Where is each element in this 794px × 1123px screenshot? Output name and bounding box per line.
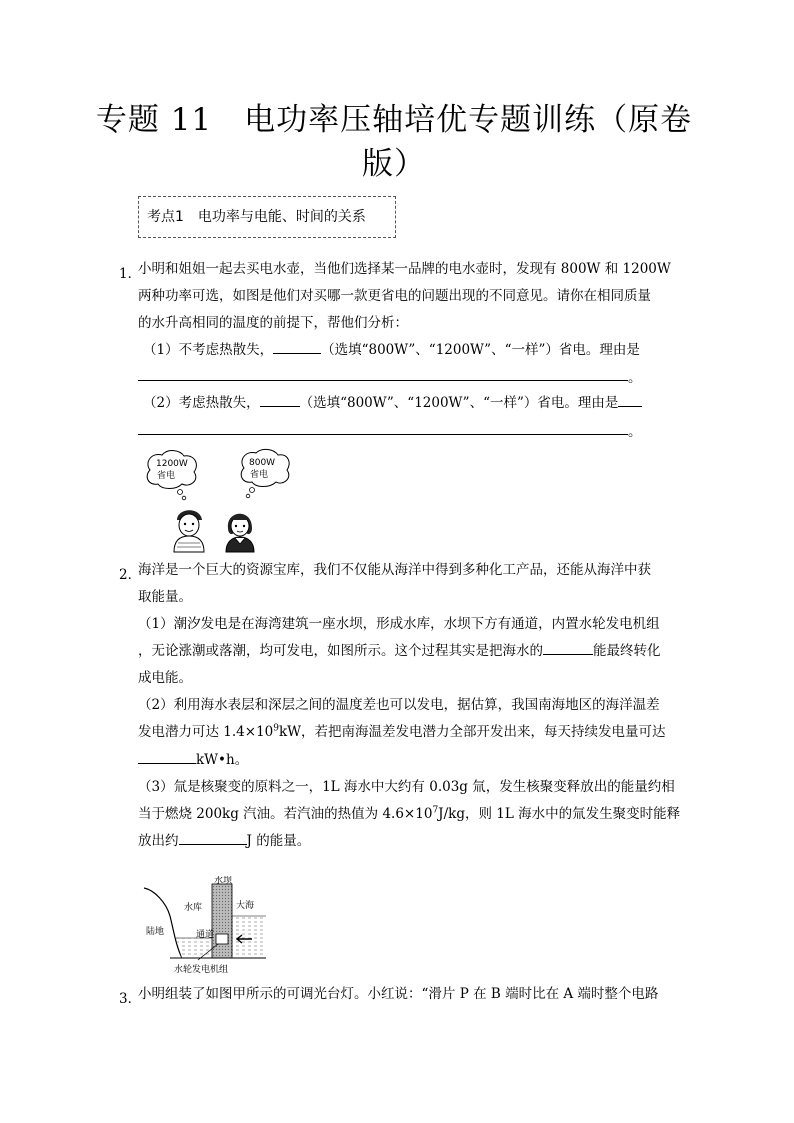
- q2-part3-blank[interactable]: [179, 829, 247, 845]
- label-turbine: 水轮发电机组: [174, 965, 229, 975]
- q2-part2-line-3: [138, 747, 248, 774]
- thought-bubble-1200w: [147, 451, 196, 500]
- q1-part1-pre: （1）不考虑热散失，: [143, 342, 274, 358]
- boy-figure: [174, 510, 204, 552]
- q2-part2-line-2: [138, 719, 666, 746]
- bubble2-line2: 省电: [250, 470, 269, 480]
- thought-bubble-800w: [241, 449, 289, 497]
- land-shape: [144, 888, 182, 958]
- section-label: 考点1 电功率与电能、时间的关系: [147, 209, 366, 225]
- section-label-box: [138, 196, 396, 238]
- q2-number: 2．: [119, 567, 142, 583]
- girl-figure: [226, 514, 254, 552]
- turbine-icon: [216, 934, 228, 944]
- q2-part3-line-3: [138, 828, 310, 855]
- q2-part2-exp: 9: [273, 723, 279, 734]
- q1-part2-end: 。: [628, 424, 642, 440]
- q3-line-1: 小明组装了如图甲所示的可调光台灯。小红说：“滑片 P 在 B 端时比在 A 端时整个电路: [138, 986, 659, 1002]
- bubble1-line2: 省电: [157, 471, 176, 481]
- q2-part1-blank[interactable]: [543, 639, 593, 655]
- q1-part1-end: 。: [628, 370, 642, 386]
- label-sea: 大海: [236, 901, 255, 911]
- reservoir-water: [176, 938, 212, 958]
- q2-part3-line-3-pre: 放出约: [138, 833, 179, 849]
- bubble2-line1: 800W: [249, 458, 276, 468]
- q1-number: 1．: [119, 266, 142, 282]
- q1-line-1: 小明和姐姐一起去买电水壶，当他们选择某一品牌的电水壶时，发现有 800W 和 1200W: [138, 261, 671, 277]
- q2-part3-line-3-post: J 的能量。: [246, 833, 311, 849]
- q1-line-2: 两种功率可选，如图是他们对买哪一款更省电的问题出现的不同意见。请你在相同质量: [138, 288, 651, 304]
- q2-part3-line-2-pre: 当于燃烧 200kg 汽油。若汽油的热值为 4.6×10: [138, 806, 433, 822]
- q1-part2-blank[interactable]: [260, 391, 300, 407]
- q2-part1-line-1: （1）潮汐发电是在海湾建筑一座水坝，形成水库，水坝下方有通道，内置水轮发电机组: [138, 616, 660, 632]
- label-channel: 通道: [196, 930, 215, 940]
- q1-part1: [143, 337, 640, 364]
- page-title: [84, 98, 704, 186]
- q2-part2-line-3-post: kW•h。: [196, 752, 249, 768]
- label-reservoir: 水库: [184, 903, 203, 913]
- q1-part1-post: （选填“800W”、“1200W”、“一样”）省电。理由是: [321, 342, 640, 358]
- q1-part2-reason-blank-start[interactable]: [618, 391, 642, 407]
- q2-part3-exp: 7: [432, 805, 439, 816]
- q1-line-3: 的水升高相同的温度的前提下，帮他们分析：: [138, 315, 408, 331]
- sea-water: [232, 916, 266, 958]
- q1-figure: [140, 448, 300, 553]
- q1-part1-blank[interactable]: [273, 338, 321, 354]
- q3-number: 3．: [119, 991, 142, 1007]
- q2-part1-line-2-pre: ，无论涨潮或落潮，均可发电，如图所示。这个过程其实是把海水的: [138, 643, 543, 659]
- label-land: 陆地: [146, 927, 165, 937]
- q2-part3-line-2: [138, 801, 680, 828]
- q2-part2-line-2-post: kW，若把南海温差发电潜力全部开发出来，每天持续发电量可达: [279, 724, 666, 740]
- q1-part2-post: （选填“800W”、“1200W”、“一样”）省电。理由是: [299, 395, 619, 411]
- bubble1-line1: 1200W: [156, 459, 188, 469]
- q2-part2-line-1: （2）利用海水表层和深层之间的温度差也可以发电，据估算，我国南海地区的海洋温差: [138, 697, 660, 713]
- q2-figure: [140, 876, 270, 976]
- q1-part1-reason-blank[interactable]: [138, 380, 628, 381]
- q1-part2-reason-blank[interactable]: [138, 434, 628, 435]
- q2-part3-line-1: （3）氚是核聚变的原料之一，1L 海水中大约有 0.03g 氚，发生核聚变释放出的能量约相: [138, 779, 675, 795]
- q2-line-2: 取能量。: [138, 589, 192, 605]
- label-dam: 水坝: [214, 876, 233, 886]
- q1-part2-pre: （2）考虑热散失，: [143, 395, 260, 411]
- title-line-1: 专题 11 电功率压轴培优专题训练（原卷: [95, 102, 693, 138]
- q2-part2-line-2-pre: 发电潜力可达 1.4×10: [138, 724, 274, 740]
- q2-part1-line-3: 成电能。: [138, 670, 192, 686]
- q1-part2: [143, 390, 642, 417]
- q2-part1-line-2: [138, 638, 661, 665]
- q2-part3-line-2-post: J/kg，则 1L 海水中的氚发生聚变时能释: [438, 806, 681, 822]
- q2-part2-blank[interactable]: [138, 748, 196, 764]
- title-line-2: 版）: [362, 146, 426, 182]
- q2-part1-line-2-post: 能最终转化: [593, 643, 661, 659]
- q2-line-1: 海洋是一个巨大的资源宝库，我们不仅能从海洋中得到多种化工产品，还能从海洋中获: [138, 562, 651, 578]
